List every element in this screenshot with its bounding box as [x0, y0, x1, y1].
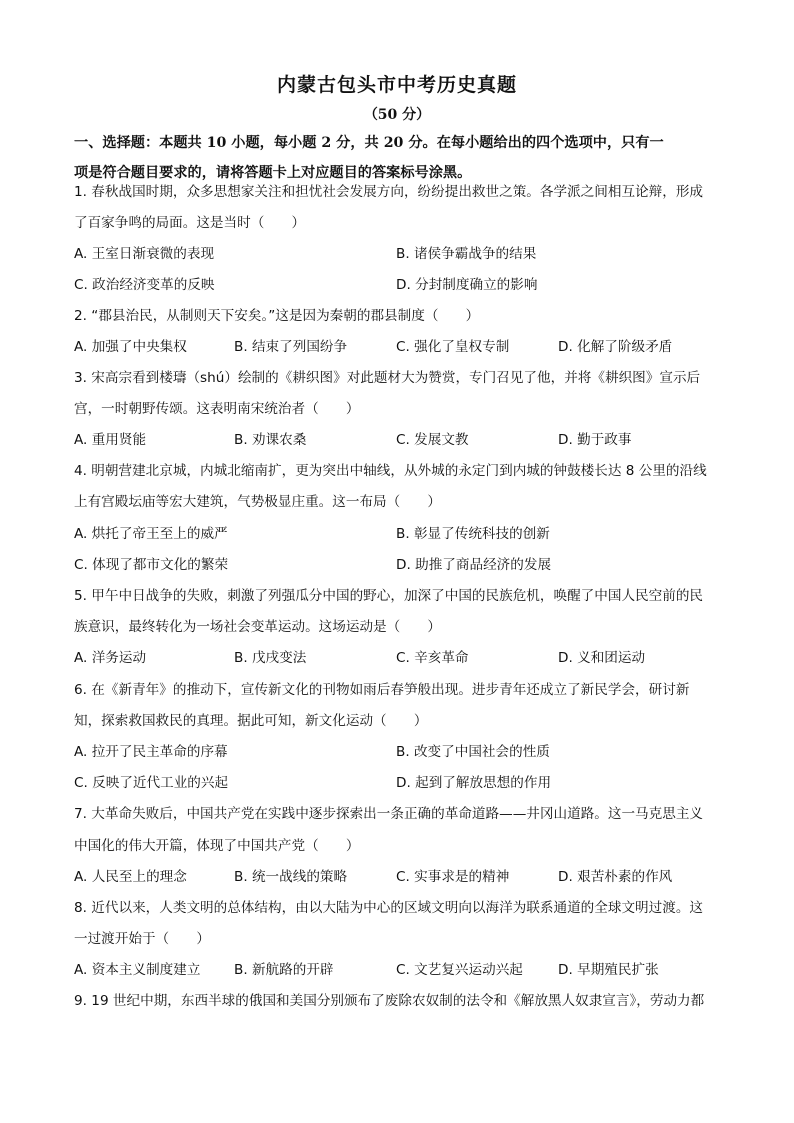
question-7-stem: 7. 大革命失败后，中国共产党在实践中逐步探索出一条正确的革命道路——井冈山道路。这一马克思主义: [74, 806, 704, 822]
question-5-option-c: C. 辛亥革命: [396, 650, 469, 666]
total-score: （50 分）: [363, 107, 431, 123]
question-4-option-d: D. 助推了商品经济的发展: [396, 557, 552, 573]
question-5-option-b: B. 戊戌变法: [234, 650, 307, 666]
question-8-option-d: D. 早期殖民扩张: [558, 962, 659, 978]
question-3-option-c: C. 发展文教: [396, 432, 469, 448]
question-2-option-a: A. 加强了中央集权: [74, 339, 187, 355]
question-1-option-d: D. 分封制度确立的影响: [396, 277, 538, 293]
question-4-option-a: A. 烘托了帝王至上的威严: [74, 526, 228, 542]
question-1-stem: 了百家争鸣的局面。这是当时（ ）: [74, 215, 306, 231]
question-4-stem: 上有宫殿坛庙等宏大建筑，气势极显庄重。这一布局（ ）: [74, 494, 442, 510]
question-6-option-d: D. 起到了解放思想的作用: [396, 775, 552, 791]
question-2-stem: 2. “郡县治民，从制则天下安矣。”这是因为秦朝的郡县制度（ ）: [74, 308, 480, 324]
question-7-option-a: A. 人民至上的理念: [74, 869, 187, 885]
question-5-stem: 族意识，最终转化为一场社会变革运动。这场运动是（ ）: [74, 619, 442, 635]
question-7-option-b: B. 统一战线的策略: [234, 869, 348, 885]
question-6-option-b: B. 改变了中国社会的性质: [396, 744, 550, 760]
question-2-option-c: C. 强化了皇权专制: [396, 339, 510, 355]
section-heading-line: 项是符合题目要求的，请将答题卡上对应题目的答案标号涂黑。: [74, 165, 472, 181]
question-5-option-d: D. 义和团运动: [558, 650, 646, 666]
question-6-stem: 6. 在《新青年》的推动下，宣传新文化的刊物如雨后春笋般出现。进步青年还成立了新民学会，研讨新: [74, 682, 690, 698]
question-7-option-c: C. 实事求是的精神: [396, 869, 510, 885]
question-2-option-d: D. 化解了阶级矛盾: [558, 339, 673, 355]
question-6-option-a: A. 拉开了民主革命的序幕: [74, 744, 228, 760]
question-6-option-c: C. 反映了近代工业的兴起: [74, 775, 229, 791]
section-heading-line: 一、选择题：本题共 10 小题，每小题 2 分，共 20 分。在每小题给出的四个选项中，只有一: [74, 135, 664, 151]
question-1-option-a: A. 王室日渐衰微的表现: [74, 246, 215, 262]
question-3-stem: 3. 宋高宗看到楼璹（shú）绘制的《耕织图》对此题材大为赞赏，专门召见了他，并将《耕织图》宣示后: [74, 370, 701, 386]
question-3-option-a: A. 重用贤能: [74, 432, 147, 448]
question-8-stem: 8. 近代以来，人类文明的总体结构，由以大陆为中心的区域文明向以海洋为联系通道的全球文明过渡。这: [74, 900, 704, 916]
question-7-option-d: D. 艰苦朴素的作风: [558, 869, 673, 885]
question-8-option-a: A. 资本主义制度建立: [74, 962, 201, 978]
question-1-stem: 1. 春秋战国时期，众多思想家关注和担忧社会发展方向，纷纷提出救世之策。各学派之间相互论辩，形成: [74, 184, 704, 200]
question-8-option-c: C. 文艺复兴运动兴起: [396, 962, 523, 978]
question-3-option-d: D. 勤于政事: [558, 432, 632, 448]
question-7-stem: 中国化的伟大开篇，体现了中国共产党（ ）: [74, 838, 360, 854]
question-1-option-c: C. 政治经济变革的反映: [74, 277, 215, 293]
question-4-option-c: C. 体现了都市文化的繁荣: [74, 557, 229, 573]
question-1-option-b: B. 诸侯争霸战争的结果: [396, 246, 537, 262]
question-2-option-b: B. 结束了列国纷争: [234, 339, 348, 355]
question-4-option-b: B. 彰显了传统科技的创新: [396, 526, 550, 542]
question-5-stem: 5. 甲午中日战争的失败，刺激了列强瓜分中国的野心，加深了中国的民族危机，唤醒了中国人民空前的民: [74, 588, 704, 604]
question-8-stem: 一过渡开始于（ ）: [74, 931, 210, 947]
question-8-option-b: B. 新航路的开辟: [234, 962, 334, 978]
question-3-option-b: B. 劝课农桑: [234, 432, 307, 448]
question-5-option-a: A. 洋务运动: [74, 650, 147, 666]
section-heading: [74, 128, 724, 188]
question-9-stem: 9. 19 世纪中期，东西半球的俄国和美国分别颁布了废除农奴制的法令和《解放黑人奴隶宣言》，劳动力都: [74, 993, 705, 1009]
question-4-stem: 4. 明朝营建北京城，内城北缩南扩，更为突出中轴线，从外城的永定门到内城的钟鼓楼长达 8 公里的沿线: [74, 463, 707, 479]
page-title: 内蒙古包头市中考历史真题: [276, 74, 517, 96]
question-3-stem: 宫，一时朝野传颂。这表明南宋统治者（ ）: [74, 401, 360, 417]
question-6-stem: 知，探索救国救民的真理。据此可知，新文化运动（ ）: [74, 713, 428, 729]
